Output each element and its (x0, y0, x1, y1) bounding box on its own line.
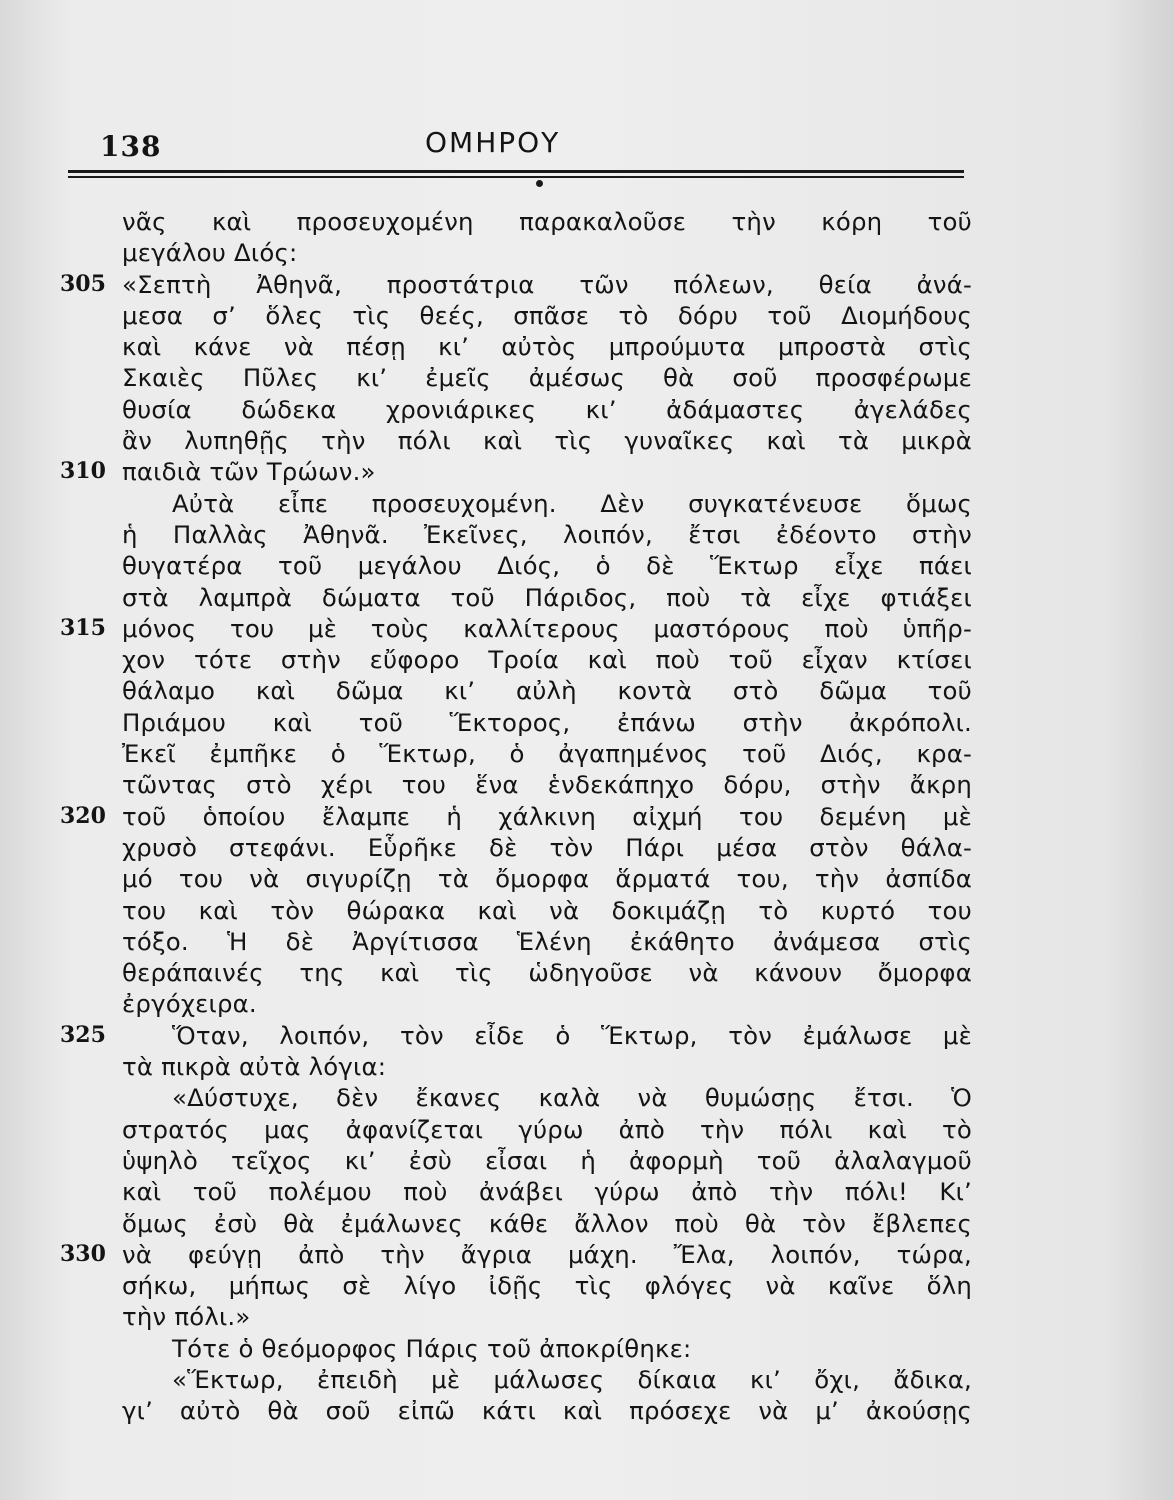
text-line (60, 769, 980, 800)
line-text: «Ἕκτωρ, ἐπειδὴ μὲ μάλωσες δίκαια κι’ ὄχι, ἄδικα, (172, 1364, 972, 1394)
text-line (60, 362, 980, 393)
line-text: «Δύστυχε, δὲν ἔκανες καλὰ νὰ θυμώσῃς ἔτσι. Ὁ (172, 1083, 972, 1113)
header-rule-bottom (68, 176, 964, 178)
text-line (60, 456, 980, 487)
line-text: Ἐκεῖ ἐμπῆκε ὁ Ἕκτωρ, ὁ ἀγαπημένος τοῦ Διός, κρα- (122, 739, 972, 769)
text-line (60, 801, 980, 832)
line-number: 315 (60, 614, 106, 641)
text-line (60, 1364, 980, 1395)
text-line (60, 895, 980, 926)
text-line (60, 300, 980, 331)
text-line (60, 550, 980, 581)
line-number: 320 (60, 802, 106, 829)
line-text: του καὶ τὸν θώρακα καὶ νὰ δοκιμάζῃ τὸ κυρτό του (122, 895, 972, 925)
line-text: στὰ λαμπρὰ δώματα τοῦ Πάριδος, ποὺ τὰ εἶχε φτιάξει (122, 582, 972, 612)
line-text: Αὐτὰ εἶπε προσευχομένη. Δὲν συγκατένευσε ὅμως (172, 488, 972, 518)
text-line (60, 1082, 980, 1113)
line-text: θυγατέρα τοῦ μεγάλου Διός, ὁ δὲ Ἕκτωρ εἶχε πάει (122, 551, 972, 581)
text-line (60, 331, 980, 362)
line-text: παιδιὰ τῶν Τρώων.» (122, 457, 376, 487)
text-line (60, 1145, 980, 1176)
ornament-dot (536, 180, 543, 187)
text-line (60, 832, 980, 863)
text-line (60, 1176, 980, 1207)
text-line (60, 957, 980, 988)
text-line (60, 237, 980, 268)
line-text: σήκω, μήπως σὲ λίγο ἰδῇς τὶς φλόγες νὰ καῖνε ὅλη (122, 1271, 972, 1301)
line-text: Ὅταν, λοιπόν, τὸν εἶδε ὁ Ἕκτωρ, τὸν ἐμάλωσε μὲ (172, 1020, 972, 1050)
text-body (60, 206, 980, 1427)
line-number: 310 (60, 458, 106, 485)
text-line (60, 394, 980, 425)
text-line (60, 1114, 980, 1145)
line-text: ἡ Παλλὰς Ἀθηνᾶ. Ἐκεῖνες, λοιπόν, ἔτσι ἐδέοντο στὴν (122, 519, 972, 549)
line-text: ἂν λυπηθῇς τὴν πόλι καὶ τὶς γυναῖκες καὶ τὰ μικρὰ (122, 426, 972, 456)
line-text: γι’ αὐτὸ θὰ σοῦ εἰπῶ κάτι καὶ πρόσεχε νὰ μ’ ἀκούσῃς (122, 1396, 972, 1426)
text-line (60, 1333, 980, 1364)
line-text: τῶντας στὸ χέρι του ἕνα ἑνδεκάπηχο δόρυ, στὴν ἄκρη (122, 770, 972, 800)
page-header (100, 122, 965, 162)
line-text: τὴν πόλι.» (122, 1302, 251, 1332)
text-line (60, 269, 980, 300)
line-number: 330 (60, 1240, 106, 1267)
line-text: χον τότε στὴν εὔφορο Τροία καὶ ποὺ τοῦ εἶχαν κτίσει (122, 645, 972, 675)
line-text: θάλαμο καὶ δῶμα κι’ αὐλὴ κοντὰ στὸ δῶμα τοῦ (122, 676, 972, 706)
line-text: τοῦ ὁποίου ἔλαμπε ἡ χάλκινη αἰχμή του δεμένη μὲ (122, 801, 972, 831)
line-text: μό του νὰ σιγυρίζῃ τὰ ὄμορφα ἅρματά του, τὴν ἀσπίδα (122, 864, 972, 894)
text-line (60, 1395, 980, 1426)
text-line (60, 738, 980, 769)
line-number: 305 (60, 270, 106, 297)
line-text: χρυσὸ στεφάνι. Εὗρῆκε δὲ τὸν Πάρι μέσα στὸν θάλα- (122, 832, 972, 862)
line-text: «Σεπτὴ Ἀθηνᾶ, προστάτρια τῶν πόλεων, θεία ἀνά- (122, 269, 972, 299)
running-title: ΟΜΗΡΟΥ (425, 126, 561, 159)
line-text: νᾶς καὶ προσευχομένη παρακαλοῦσε τὴν κόρη τοῦ (122, 207, 972, 236)
line-text: μεσα σ’ ὅλες τὶς θεές, σπᾶσε τὸ δόρυ τοῦ Διομήδους (122, 300, 972, 330)
text-line (60, 675, 980, 706)
text-line (60, 582, 980, 613)
line-text: μόνος του μὲ τοὺς καλλίτερους μαστόρους ποὺ ὑπῆρ- (122, 613, 972, 643)
line-text: στρατός μας ἀφανίζεται γύρω ἀπὸ τὴν πόλι καὶ τὸ (122, 1114, 972, 1144)
line-number: 325 (60, 1021, 106, 1048)
text-line (60, 644, 980, 675)
header-rule-top (68, 170, 964, 173)
text-line (60, 1301, 980, 1332)
line-text: θεράπαινές της καὶ τὶς ὡδηγοῦσε νὰ κάνουν ὄμορφα (122, 958, 972, 988)
text-line (60, 863, 980, 894)
line-text: ὑψηλὸ τεῖχος κι’ ἐσὺ εἶσαι ἡ ἀφορμὴ τοῦ ἀλαλαγμοῦ (122, 1145, 972, 1175)
text-line (60, 425, 980, 456)
line-text: τὰ πικρὰ αὐτὰ λόγια: (122, 1052, 387, 1082)
line-text: ὅμως ἐσὺ θὰ ἐμάλωνες κάθε ἄλλον ποὺ θὰ τὸν ἔβλεπες (122, 1208, 972, 1238)
line-text: Πριάμου καὶ τοῦ Ἕκτορος, ἐπάνω στὴν ἀκρόπολι. (122, 707, 972, 737)
line-text: καὶ κάνε νὰ πέσῃ κι’ αὐτὸς μπρούμυτα μπροστὰ στὶς (122, 332, 972, 362)
line-text: θυσία δώδεκα χρονιάρικες κι’ ἀδάμαστες ἀγελάδες (122, 394, 972, 424)
text-line (60, 488, 980, 519)
line-text: Σκαιὲς Πῦλες κι’ ἐμεῖς ἀμέσως θὰ σοῦ προσφέρωμε (122, 363, 972, 393)
text-line (60, 1020, 980, 1051)
text-line (60, 613, 980, 644)
line-text: τόξο. Ἡ δὲ Ἀργίτισσα Ἑλένη ἐκάθητο ἀνάμεσα στὶς (122, 926, 972, 956)
text-line (60, 1239, 980, 1270)
text-line (60, 1051, 980, 1082)
line-text: ἐργόχειρα. (122, 989, 257, 1019)
line-text: καὶ τοῦ πολέμου ποὺ ἀνάβει γύρω ἀπὸ τὴν πόλι! Κι’ (122, 1177, 972, 1207)
text-line (60, 926, 980, 957)
line-text: νὰ φεύγῃ ἀπὸ τὴν ἄγρια μάχη. Ἔλα, λοιπόν, τώρα, (122, 1239, 972, 1269)
text-line (60, 206, 980, 237)
line-text: Τότε ὁ θεόμορφος Πάρις τοῦ ἀποκρίθηκε: (172, 1333, 692, 1363)
text-line (60, 519, 980, 550)
text-line (60, 707, 980, 738)
line-text: μεγάλου Διός: (122, 238, 298, 268)
text-line (60, 1270, 980, 1301)
text-line (60, 988, 980, 1019)
text-line (60, 1208, 980, 1239)
page-number: 138 (100, 130, 162, 163)
